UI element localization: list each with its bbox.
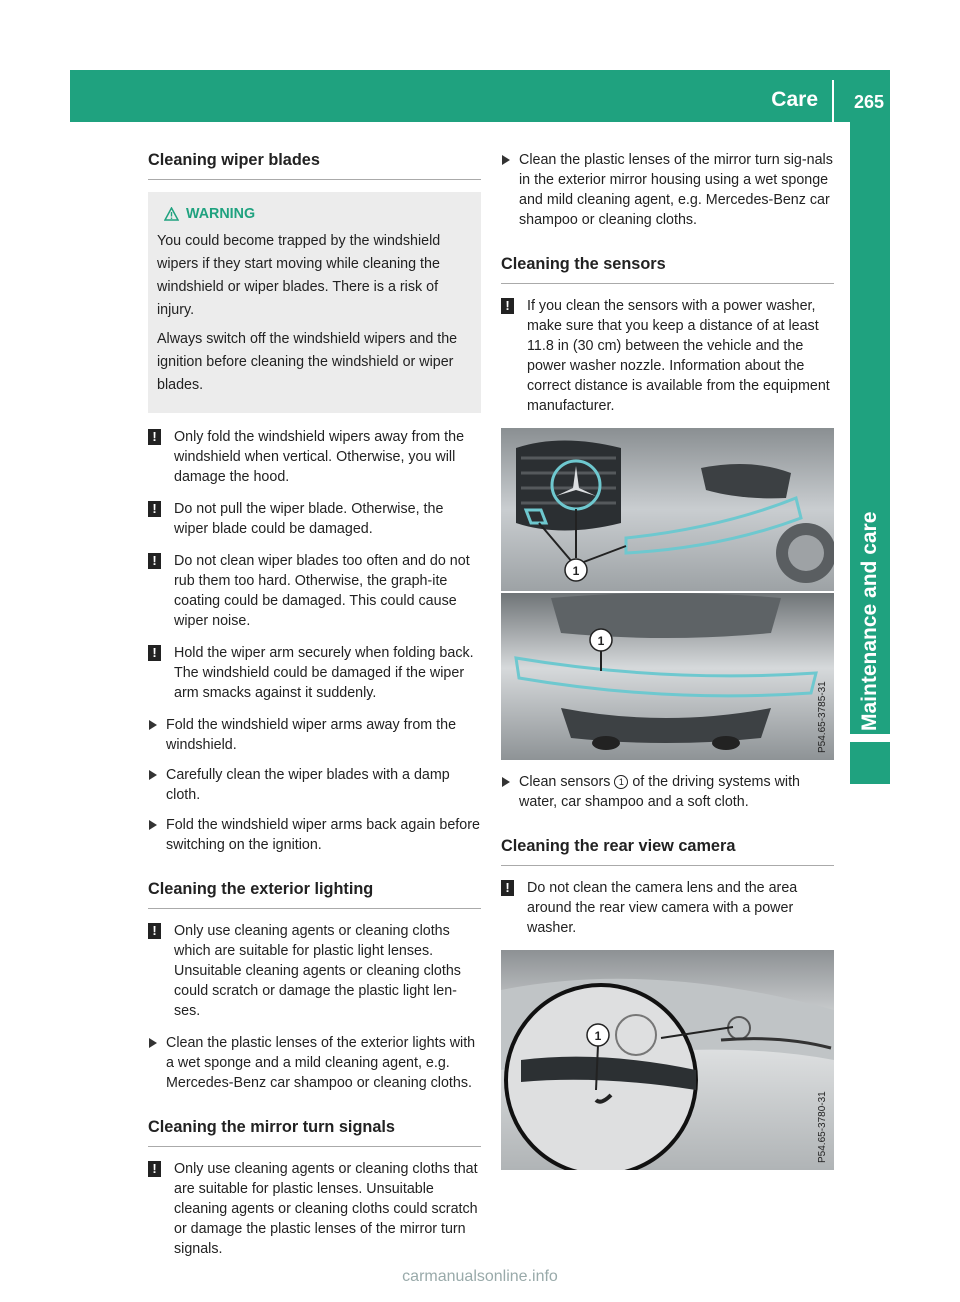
step-text: Fold the windshield wiper arms away from the windshield. <box>166 717 457 753</box>
warning-title-text: WARNING <box>186 206 256 222</box>
exclamation-icon: ! <box>148 645 161 661</box>
exclamation-icon: ! <box>148 1161 161 1177</box>
sensors-illustration <box>501 428 834 760</box>
header-divider <box>832 80 834 122</box>
notice <box>148 499 481 539</box>
step-text: Clean sensors <box>519 774 611 790</box>
photo-callout-1: 1 <box>572 564 580 578</box>
notice <box>148 551 481 631</box>
instruction-step <box>148 715 481 755</box>
notice-text: Hold the wiper arm securely when folding back. The windshield could be damaged if the wiper arm smacks against it suddenly. <box>174 645 474 701</box>
step-arrow-icon <box>502 155 510 165</box>
photo-callout-1: 1 <box>597 634 605 648</box>
notice-text: If you clean the sensors with a power washer, make sure that you keep a distance of at least 11.8 in (30 cm) between the vehicle and the power washer nozzle. Information about the correct distance is available from the equipment manufacturer. <box>527 298 830 414</box>
right-column <box>501 150 834 1170</box>
side-tab-marker <box>850 742 890 784</box>
sensors-heading: Cleaning the sensors <box>501 254 834 284</box>
lighting-heading: Cleaning the exterior lighting <box>148 879 481 909</box>
notice-text: Only fold the windshield wipers away from the windshield when vertical. Otherwise, you will damage the hood. <box>174 429 465 485</box>
wiper-heading: Cleaning wiper blades <box>148 150 481 180</box>
camera-heading: Cleaning the rear view camera <box>501 836 834 866</box>
instruction-step <box>148 1033 481 1093</box>
instruction-step <box>501 772 834 812</box>
exclamation-icon: ! <box>148 553 161 569</box>
notice-text: Do not clean the camera lens and the area around the rear view camera with a power washer. <box>527 880 798 936</box>
notice <box>148 921 481 1021</box>
instruction-step <box>148 765 481 805</box>
notice-text: Do not clean wiper blades too often and do not rub them too hard. Otherwise, the graph-ite coating could be damaged. This could cause wiper noise. <box>174 553 470 629</box>
image-code: P54.65-3785-31 <box>817 681 828 753</box>
exclamation-icon: ! <box>148 501 161 517</box>
notice-text: Do not pull the wiper blade. Otherwise, the wiper blade could be damaged. <box>174 501 444 537</box>
chapter-title: Care <box>771 88 818 111</box>
warning-box <box>148 192 481 413</box>
warning-text: Always switch off the windshield wipers and the ignition before cleaning the windshield or wiper blades. <box>157 331 458 393</box>
step-arrow-icon <box>149 1038 157 1048</box>
notice-text: Only use cleaning agents or cleaning cloths which are suitable for plastic light lenses. Unsuitable cleaning agents or cleaning cloths could scratch or damage the plastic light len-ses. <box>174 923 461 1019</box>
warning-triangle-icon <box>164 207 179 221</box>
notice <box>501 878 834 938</box>
step-text: Clean the plastic lenses of the exterior lights with a wet sponge and a mild cleaning agent, e.g. Mercedes-Benz car shampoo or cleaning cloths. <box>166 1035 476 1091</box>
step-arrow-icon <box>502 777 510 787</box>
notice <box>148 643 481 703</box>
exclamation-icon: ! <box>148 429 161 445</box>
step-arrow-icon <box>149 770 157 780</box>
notice <box>501 296 834 416</box>
notice <box>148 427 481 487</box>
step-arrow-icon <box>149 720 157 730</box>
step-text: Carefully clean the wiper blades with a damp cloth. <box>166 767 450 803</box>
notice-text: Only use cleaning agents or cleaning cloths that are suitable for plastic lenses. Unsuitable cleaning agents or cleaning cloths could scratch or damage the plastic lenses of the mirror turn signals. <box>174 1161 478 1257</box>
notice <box>148 1159 481 1259</box>
left-column <box>148 150 481 1271</box>
step-arrow-icon <box>149 820 157 830</box>
side-tab-label: Maintenance and care <box>858 511 881 731</box>
step-text: of the driving systems with water, car shampoo and a soft cloth. <box>519 774 801 810</box>
instruction-step <box>501 150 834 230</box>
image-code: P54.65-3780-31 <box>817 1091 828 1163</box>
sensors-photo <box>501 428 834 760</box>
footer-watermark: carmanualsonline.info <box>402 1268 558 1285</box>
photo-callout-1: 1 <box>594 1029 602 1043</box>
step-text: Fold the windshield wiper arms back again before switching on the ignition. <box>166 817 480 853</box>
camera-photo <box>501 950 834 1170</box>
warning-title <box>157 204 472 224</box>
step-text: Clean the plastic lenses of the mirror turn sig-nals in the exterior mirror housing using a wet sponge and mild cleaning agent, e.g. Mercedes-Benz car shampoo or cleaning cloths. <box>519 152 833 228</box>
mirror-heading: Cleaning the mirror turn signals <box>148 1117 481 1147</box>
callout-marker: 1 <box>614 775 628 789</box>
exclamation-icon: ! <box>148 923 161 939</box>
exclamation-icon: ! <box>501 298 514 314</box>
camera-illustration <box>501 950 834 1170</box>
page-number: 265 <box>853 92 884 112</box>
warning-text: You could become trapped by the windshield wipers if they start moving while cleaning the windshield or wiper blades. There is a risk of injury. <box>157 233 441 318</box>
header-bar <box>70 70 890 122</box>
instruction-step <box>148 815 481 855</box>
exclamation-icon: ! <box>501 880 514 896</box>
